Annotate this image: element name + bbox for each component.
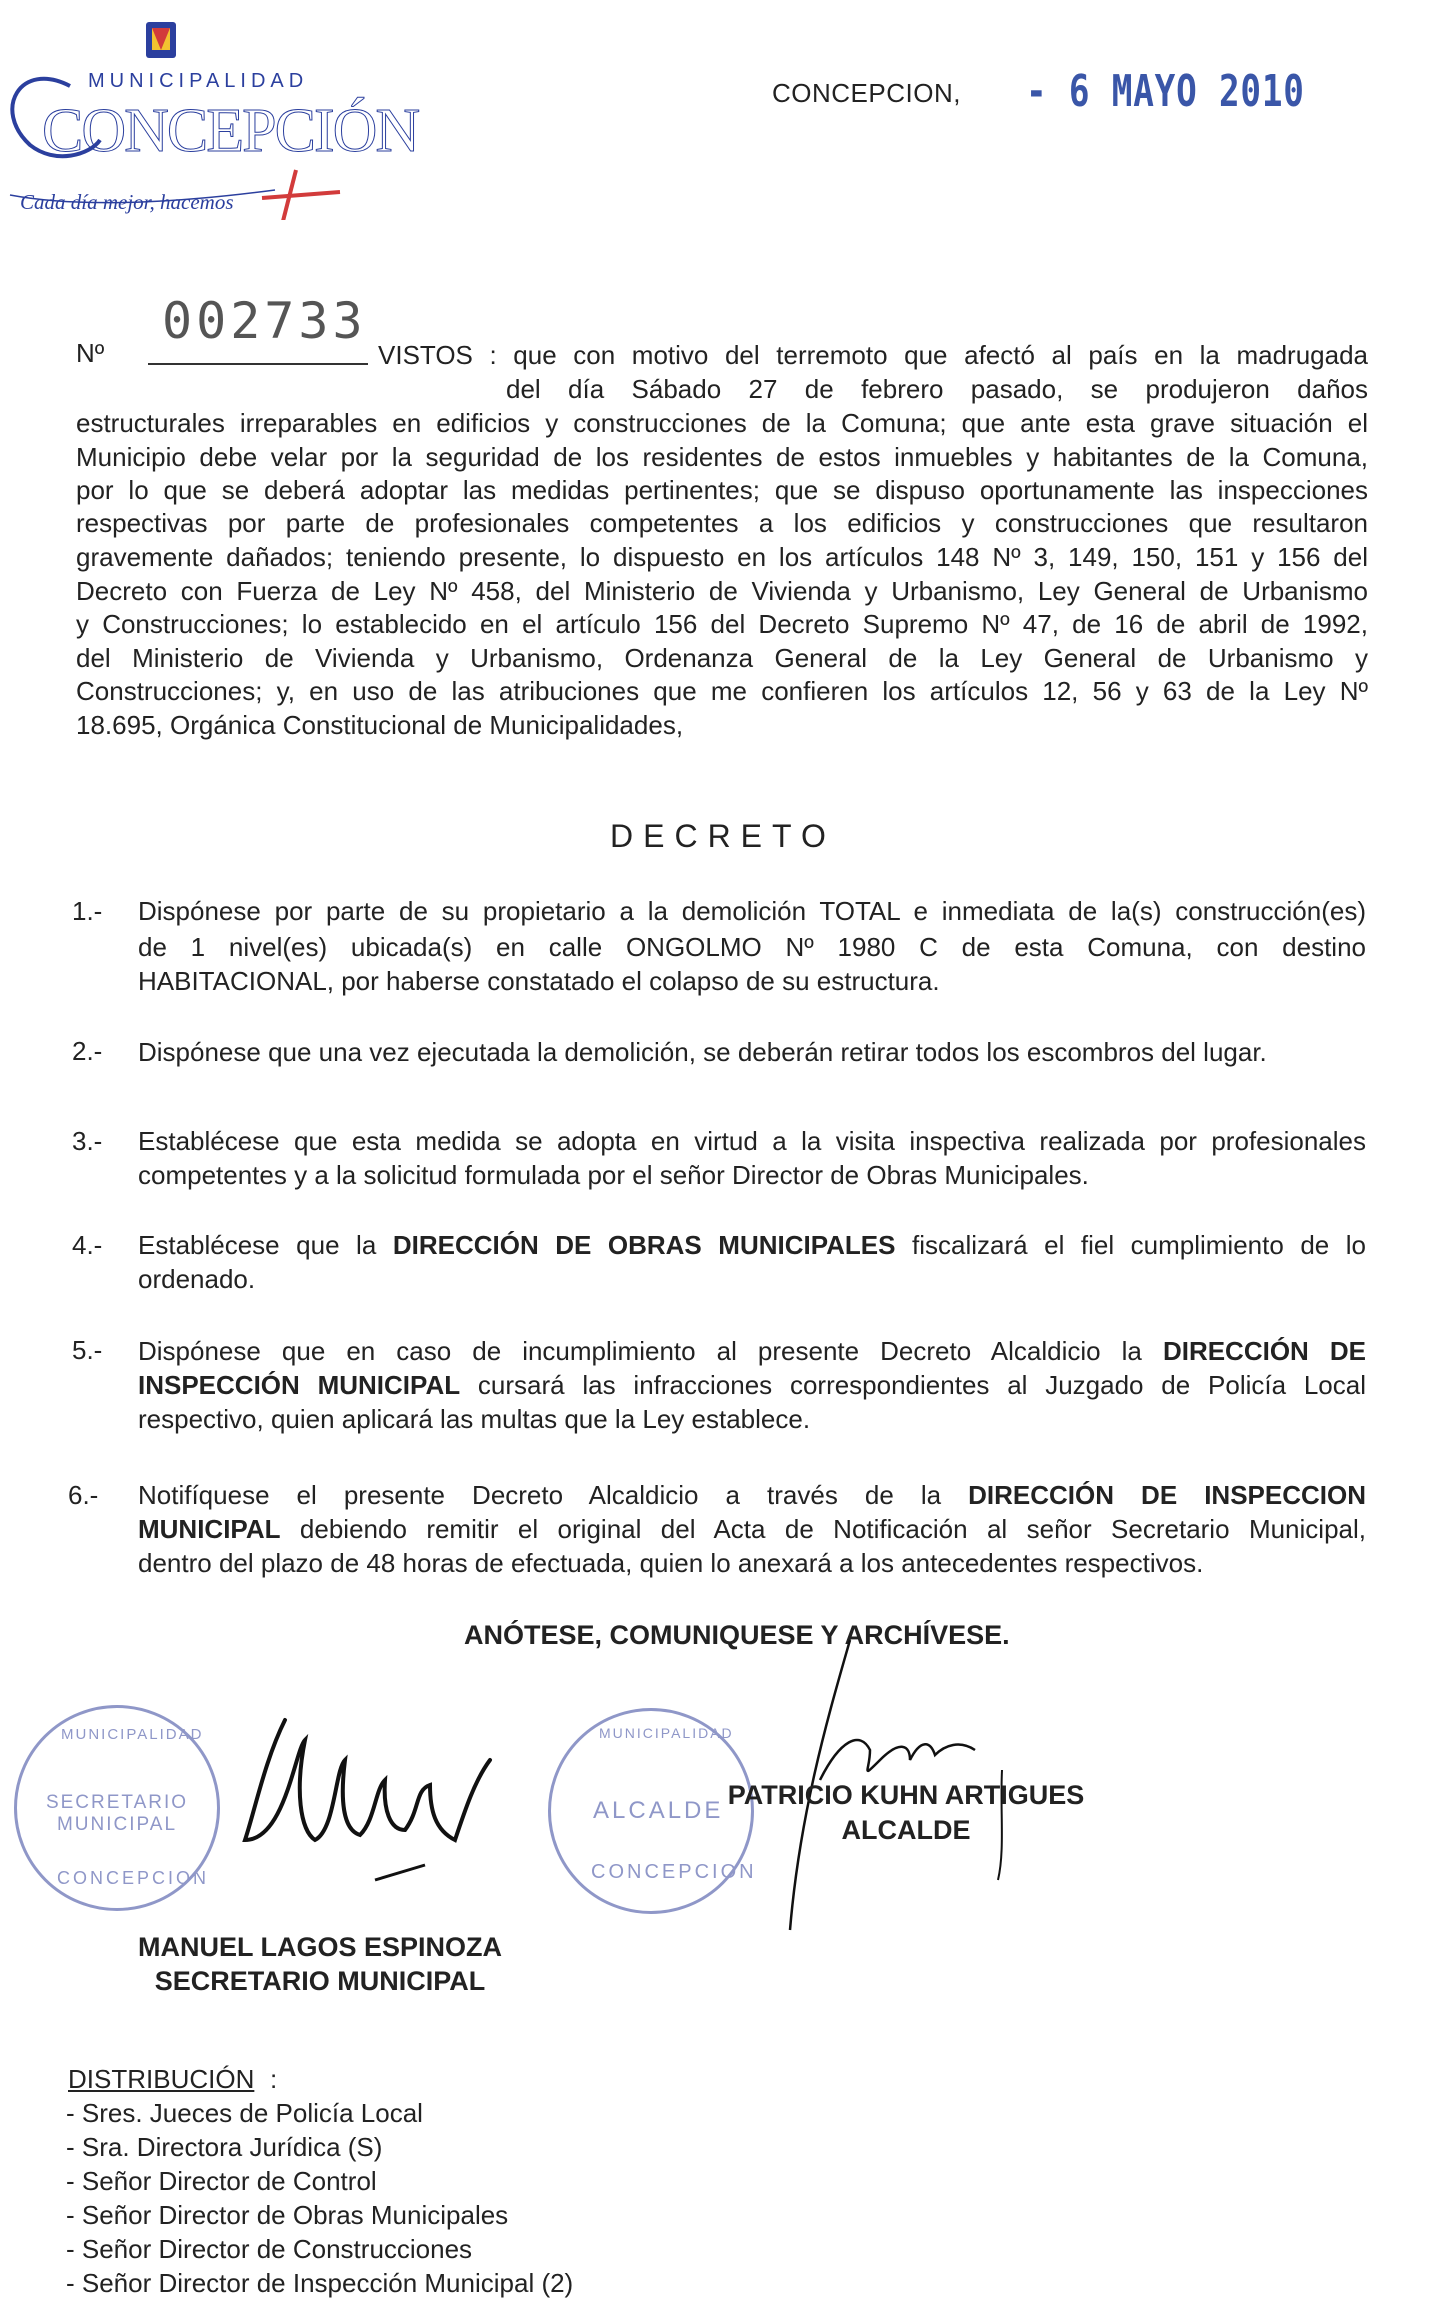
logo-main-text: CONCEPCIÓN (42, 97, 419, 165)
seal-middle-text: ALCALDE (593, 1797, 724, 1824)
mayor-name: PATRICIO KUHN ARTIGUES (727, 1780, 1085, 1810)
item-bold-text: DIRECCIÓN DE INSPECCION (968, 1480, 1366, 1510)
item-line (138, 1478, 1366, 1512)
item-line: ordenado. (138, 1264, 256, 1294)
list-item: - Señor Director de Obras Municipales (66, 2200, 509, 2230)
item-line: de 1 nivel(es) ubicada(s) en calle ONGOLMO Nº 1980 C de esta Comuna, con destino (138, 932, 1366, 962)
secretary-title: SECRETARIO MUNICIPAL (154, 1966, 486, 1996)
seal-bottom-text: CONCEPCION (591, 1861, 757, 1883)
item-line: competentes y a la solicitud formulada por el señor Director de Obras Municipales. (138, 1160, 1089, 1190)
document-city: CONCEPCION, (772, 78, 961, 108)
secretary-name: MANUEL LAGOS ESPINOZA (137, 1932, 503, 1962)
secretary-signature-icon (225, 1690, 535, 1890)
list-item: - Señor Director de Construcciones (66, 2234, 473, 2264)
closing-formula: ANÓTESE, COMUNIQUESE Y ARCHÍVESE. (464, 1620, 1010, 1650)
distribution-heading: DISTRIBUCIÓN (68, 2064, 255, 2094)
item-line: Dispónese por parte de su propietario a la demolición TOTAL e inmediata de la(s) construcción(es) (138, 896, 1366, 926)
item-line (138, 1228, 1366, 1262)
item-line: Establécese que esta medida se adopta en virtud a la visita inspectiva realizada por profesionales (138, 1126, 1366, 1156)
vistos-line: 18.695, Orgánica Constitucional de Municipalidades, (76, 710, 684, 740)
item-line (138, 1512, 1366, 1546)
item-text: Notifíquese el presente Decreto Alcaldicio a través de la (138, 1480, 942, 1510)
seal-bottom-text: CONCEPCION (57, 1868, 210, 1888)
decreto-heading: DECRETO (610, 818, 836, 854)
logo-tagline: Cada día mejor, hacemos (20, 190, 234, 214)
item-bold-text: DIRECCIÓN DE OBRAS MUNICIPALES (392, 1230, 896, 1260)
vistos-line: por lo que se deberá adoptar las medidas pertinentes; que se dispuso oportunamente las inspecciones (76, 475, 1368, 505)
vistos-line: del Ministerio de Vivienda y Urbanismo, Ordenanza General de la Ley General de Urbanismo y (76, 643, 1368, 673)
item-line: respectivo, quien aplicará las multas que la Ley establece. (138, 1404, 811, 1434)
mayor-seal (548, 1708, 757, 1914)
vistos-line: Construcciones; y, en uso de las atribuciones que me confieren los artículos 12, 56 y 63 de la Ley Nº (76, 676, 1368, 706)
item-number: 2.- (72, 1036, 103, 1066)
item-line (138, 1368, 1366, 1402)
item-bold-text: INSPECCIÓN MUNICIPAL (138, 1370, 461, 1400)
item-line: HABITACIONAL, por haberse constatado el colapso de su estructura. (138, 966, 940, 996)
distribution-colon: : (270, 2064, 278, 2094)
date-stamp: - 6 MAYO 2010 (1026, 66, 1305, 117)
item-number: 6.- (68, 1480, 99, 1510)
decree-number-label: Nº (76, 338, 105, 368)
list-item: - Sra. Directora Jurídica (S) (66, 2132, 383, 2162)
item-number: 5.- (72, 1335, 103, 1365)
item-bold-text: MUNICIPAL (138, 1514, 281, 1544)
vistos-line: gravemente dañados; teniendo presente, lo dispuesto en los artículos 148 Nº 3, 149, 150, 151 y 156 del (76, 542, 1368, 572)
logo-top-text: MUNICIPALIDAD (88, 70, 309, 92)
vistos-line: respectivas por parte de profesionales competentes a los edificios y construcciones que resultaron (76, 508, 1368, 538)
item-line: dentro del plazo de 48 horas de efectuada, quien lo anexará a los antecedentes respectivos. (138, 1548, 1204, 1578)
item-text: Dispónese que en caso de incumplimiento al presente Decreto Alcaldicio la (138, 1336, 1142, 1366)
seal-middle-text: SECRETARIO MUNICIPAL (45, 1792, 189, 1835)
list-item: - Sres. Jueces de Policía Local (66, 2098, 423, 2128)
decree-number-value: 002733 (162, 292, 367, 350)
item-text: fiscalizará el fiel cumplimiento de lo (912, 1230, 1366, 1260)
item-line: Dispónese que una vez ejecutada la demolición, se deberán retirar todos los escombros del lugar. (138, 1037, 1267, 1067)
seal-top-text: MUNICIPALIDAD (61, 1726, 204, 1743)
mayor-title: ALCALDE (841, 1815, 971, 1845)
vistos-line: estructurales irreparables en edificios y construcciones de la Comuna; que ante esta grave situación el (76, 408, 1368, 438)
vistos-line: Decreto con Fuerza de Ley Nº 458, del Ministerio de Vivienda y Urbanismo, Ley General de Urbanismo (76, 576, 1368, 606)
vistos-line: del día Sábado 27 de febrero pasado, se produjeron daños (506, 374, 1368, 404)
item-number: 1.- (72, 896, 103, 926)
vistos-line: Municipio debe velar por la seguridad de los residentes de estos inmuebles y habitantes de la Comuna, (76, 442, 1368, 472)
secretary-seal (14, 1705, 220, 1911)
vistos-line: y Construcciones; lo establecido en el artículo 156 del Decreto Supremo Nº 47, de 16 de abril de 1992, (76, 609, 1368, 639)
item-text: cursará las infracciones correspondientes al Juzgado de Policía Local (477, 1370, 1367, 1400)
item-text: debiendo remitir el original del Acta de Notificación al señor Secretario Municipal, (299, 1514, 1366, 1544)
list-item: - Señor Director de Control (66, 2166, 377, 2196)
seal-top-text: MUNICIPALIDAD (599, 1725, 734, 1741)
decree-number-underline (148, 363, 368, 365)
list-item: - Señor Director de Inspección Municipal (2) (66, 2268, 574, 2298)
municipality-logo (0, 20, 419, 220)
vistos-line: VISTOS : que con motivo del terremoto que afectó al país en la madrugada (378, 340, 1368, 370)
item-number: 4.- (72, 1230, 103, 1260)
item-line (138, 1334, 1366, 1368)
item-bold-text: DIRECCIÓN DE (1162, 1336, 1366, 1366)
item-text: Establécese que la (138, 1230, 377, 1260)
item-number: 3.- (72, 1126, 103, 1156)
